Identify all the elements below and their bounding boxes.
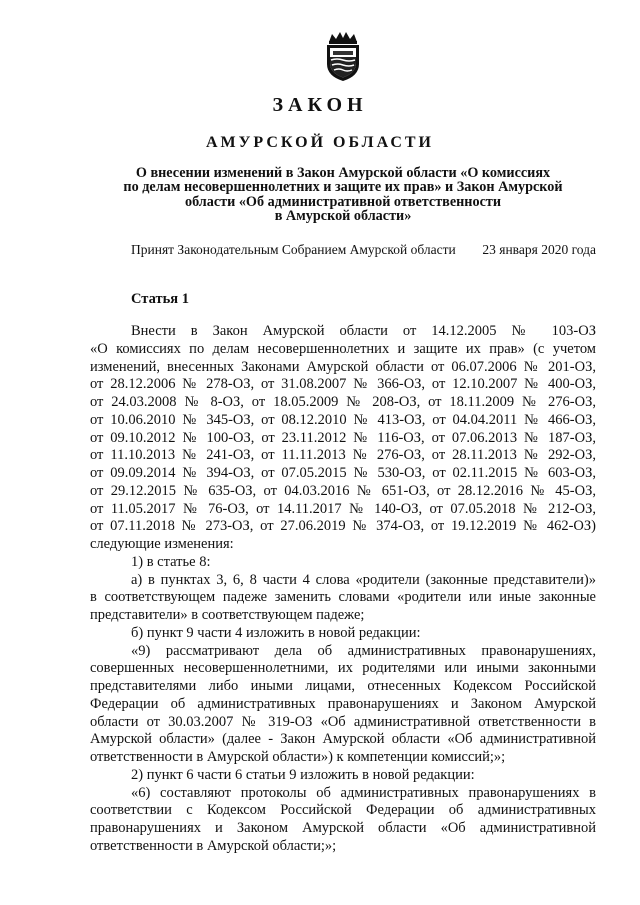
region-title: АМУРСКОЙ ОБЛАСТИ [206,134,434,151]
article-body [90,323,596,856]
body-line: от 29.12.2015 № 635-ОЗ, от 04.03.2016 № 651-ОЗ, от 28.12.2016 № 45-ОЗ, [90,482,596,499]
body-line: от 07.11.2018 № 273-ОЗ, от 27.06.2019 № 374-ОЗ, от 19.12.2019 № 462-ОЗ) [90,518,596,535]
body-line: Внести в Закон Амурской области от 14.12.2005 № 103-ОЗ [131,323,596,339]
body-line: ответственности в Амурской области;»; [90,837,337,854]
body-line: Амурской области» (далее - Закон Амурской области «Об административной [90,731,596,748]
body-line: ответственности в Амурской области») к компетенции комиссий;»; [90,749,506,765]
article-heading: Статья 1 [131,291,189,307]
body-line: 2) пункт 6 части 6 статьи 9 изложить в новой редакции: [131,766,475,783]
body-line: «О комиссиях по делам несовершеннолетних и защите их прав» (с учетом [90,340,596,357]
body-line: совершенных несовершеннолетними, их родителями или иными законными [90,660,596,677]
body-line: в соответствующем падеже заменить словами «родители или иные законные [90,589,596,606]
body-line: от 09.10.2012 № 100-ОЗ, от 23.11.2012 № 116-ОЗ, от 07.06.2013 № 187-ОЗ, [90,429,596,446]
body-line: от 24.03.2008 № 8-ОЗ, от 18.05.2009 № 208-ОЗ, от 18.11.2009 № 276-ОЗ, [90,394,596,410]
adopted-date: 23 января 2020 года [482,242,596,257]
body-line: от 09.09.2014 № 394-ОЗ, от 07.05.2015 № 530-ОЗ, от 02.11.2015 № 603-ОЗ, [90,465,596,481]
body-line: 1) в статье 8: [131,553,211,570]
body-line: соответствии с Кодексом Российской Федерации об административных [90,802,596,819]
body-line: области от 30.03.2007 № 319-ОЗ «Об административной ответственности в [90,713,596,730]
document-type-title: ЗАКОН [272,94,368,116]
body-line: Федерации об административных правонарушениях и Законом Амурской [90,695,596,712]
subject-line: по делам несовершеннолетних и защите их прав» и Закон Амурской [123,179,563,196]
adopted-by: Принят Законодательным Собранием Амурской области [131,242,456,257]
body-line: а) в пунктах 3, 6, 8 части 4 слова «родители (законные представители)» [131,571,596,588]
subject-line: области «Об административной ответственности [184,193,502,210]
body-line: от 10.06.2010 № 345-ОЗ, от 08.12.2010 № 413-ОЗ, от 04.04.2011 № 466-ОЗ, [90,411,596,428]
body-line: изменений, внесенных Законами Амурской области от 06.07.2006 № 201-ОЗ, [90,358,596,375]
coat-of-arms-icon [322,30,364,82]
body-line: от 11.10.2013 № 241-ОЗ, от 11.11.2013 № 276-ОЗ, от 28.11.2013 № 292-ОЗ, [90,447,596,464]
body-line: от 28.12.2006 № 278-ОЗ, от 31.08.2007 № 366-ОЗ, от 12.10.2007 № 400-ОЗ, [90,376,596,393]
body-line: правонарушениях и Законом Амурской области «Об административной [90,820,596,836]
law-subject [90,166,596,223]
body-line: «9) рассматривают дела об административных правонарушениях, [131,642,596,659]
body-line: от 11.05.2017 № 76-ОЗ, от 14.11.2017 № 140-ОЗ, от 07.05.2018 № 212-ОЗ, [90,500,596,517]
body-line: «6) составляют протоколы об административных правонарушениях в [131,784,596,801]
body-line: представителями либо иными лицами, отнесенных Кодексом Российской [90,678,596,694]
subject-line: в Амурской области» [274,207,412,224]
subject-line: О внесении изменений в Закон Амурской области «О комиссиях [135,165,551,181]
body-line: представители» в соответствующем падеже; [90,607,365,623]
body-line: б) пункт 9 части 4 изложить в новой редакции: [131,624,421,641]
body-line: следующие изменения: [90,536,234,552]
